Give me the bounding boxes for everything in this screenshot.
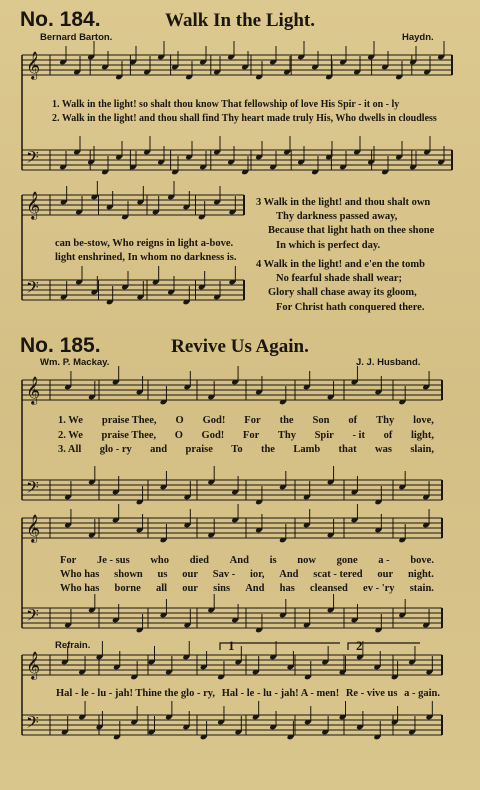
- system-1-verse-3: 3. All glo - ry and praise To the Lamb that was slain,: [58, 444, 434, 455]
- refrain-lyric: Hal - le - lu - jah! Thine the glo - ry, Hal - le - lu - jah! A - men! Re - vive us a - gain.: [56, 688, 440, 699]
- hymn-title: Revive Us Again.: [171, 336, 309, 357]
- system-2-verse-2: Who has shown us our Sav - ior, And scat - tered our night.: [60, 569, 434, 580]
- system-2-verse-3: Who has borne all our sins And has cleansed ev - 'ry stain.: [60, 583, 434, 594]
- verse-1-line-2: can be-stow, Who reigns in light a-bove.: [55, 238, 234, 249]
- first-ending-label: 1: [228, 638, 235, 653]
- stanza-4-line-1: 4 Walk in the light! and e'en the tomb: [256, 259, 425, 270]
- h184-sys1-bass-clef-icon: 𝄢: [26, 147, 39, 171]
- verse-1-line-1: 1. Walk in the light! so shalt thou know That fellowship of love His Spir - it on - ly: [52, 99, 400, 110]
- stanza-3-line-3: Because that light hath on thee shone: [268, 225, 435, 237]
- hymn-title: Walk In the Light.: [165, 10, 315, 31]
- h184-sys1-treble-clef-icon: 𝄞: [26, 51, 41, 79]
- h184-sys2-bass-clef-icon: 𝄢: [26, 277, 39, 301]
- first-ending-bracket: [220, 643, 340, 650]
- stanza-4-line-2: No fearful shade shall wear;: [276, 273, 402, 285]
- author-credit: Bernard Barton.: [40, 32, 113, 43]
- stanza-3-line-2: Thy darkness passed away,: [276, 211, 398, 223]
- system-1-verse-2: 2. We praise Thee, O God! For Thy Spir - it of light,: [58, 430, 434, 441]
- h184-sys2-treble-clef-icon: 𝄞: [26, 191, 41, 219]
- stanza-3: [256, 196, 434, 253]
- hymn-number: No. 185.: [20, 334, 101, 357]
- verse-2-line-2: light enshrined, In whom no darkness is.: [55, 252, 237, 263]
- h185-sys2-bass-clef-icon: 𝄢: [26, 605, 39, 629]
- system-1-verse-1: 1. We praise Thee, O God! For the Son of Thy love,: [58, 415, 434, 426]
- stanza-4: [256, 258, 425, 315]
- h185-sys2-treble-clef-icon: 𝄞: [26, 514, 41, 542]
- stanza-3-line-4: In which is perfect day.: [276, 239, 381, 251]
- composer-credit: Haydn.: [402, 32, 434, 43]
- author-credit: Wm. P. Mackay.: [40, 357, 110, 368]
- h185-sys1-treble-clef-icon: 𝄞: [26, 376, 41, 404]
- verse-2-line-1: 2. Walk in the light! and thou shall find Thy heart made truly His, Who dwells in cloudless: [52, 113, 437, 124]
- refrain-label: Refrain.: [55, 640, 91, 651]
- hymn-184-header: [0, 8, 480, 34]
- composer-credit: J. J. Husband.: [356, 357, 421, 368]
- second-ending-label: 2: [356, 638, 363, 653]
- stanza-4-line-4: For Christ hath conquered there.: [276, 301, 425, 313]
- h185-sys1-bass-clef-icon: 𝄢: [26, 477, 39, 501]
- stanza-4-line-3: Glory shall chase away its gloom,: [268, 287, 417, 299]
- stanza-3-line-1: 3 Walk in the light! and thou shalt own: [256, 197, 431, 208]
- system-2-verse-1: For Je - sus who died And is now gone a - bove.: [60, 555, 434, 566]
- h185-refrain-treble-clef-icon: 𝄞: [26, 651, 41, 679]
- h185-refrain-bass-clef-icon: 𝄢: [26, 712, 39, 736]
- hymn-number: No. 184.: [20, 8, 101, 31]
